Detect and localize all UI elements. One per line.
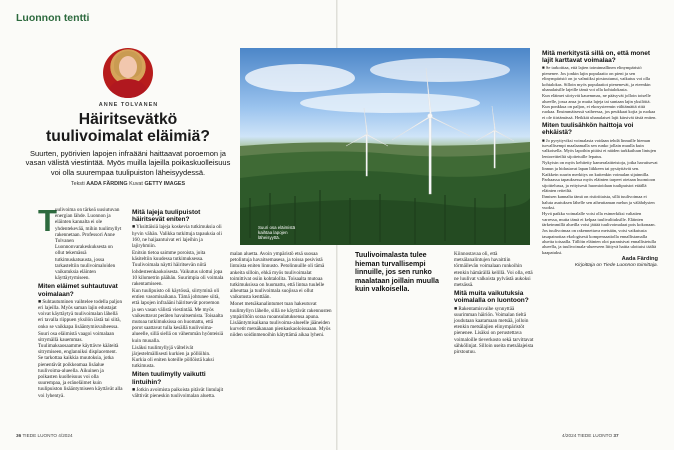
- headline-line-2: tuulivoimalat eläimiä?: [46, 128, 210, 145]
- body-column-3: [230, 251, 332, 339]
- page-number-right: 37: [613, 433, 619, 438]
- col5-paragraph-6: Ihmisen kannalta tämä on ristiriitaista, sillä tuulivoimaa ei haluta asutuksen lähelle sen aiheuttaman melun ja välähdysten vuoksi.: [542, 194, 655, 210]
- body-column-1: [38, 203, 123, 400]
- col2-paragraph-1: ■ Yksittäisiä lajeja koskevia tutkimuksia oli hyvin vähän. Valikka tutkittuja tapauksia oli 160, ne haijaantuivat eri lajeihin ja lajiryhmiin.: [132, 224, 222, 250]
- col1-paragraph-2: ■ Suhtautuminen vaihtelee todella paljon eri lajeilla. Myös saman lajin edustajat voivat käyttäytyä tuulivoimalan lähellä eri tavalla riippuen yksilön iästä tai siitä, onko se vaikkapa lisääntymisvaiheessa.: [38, 298, 122, 330]
- col2-paragraph-4: Lisäksi tuulimyllyjä vältelivät järjestelmällisesti kurkien ja pöllöihin. Kurkia oli eniten koteille pöllöistä kaksi tutkimusta.: [132, 344, 214, 370]
- credit-text-label: Teksti: [70, 181, 85, 187]
- col1-paragraph-1: uulivoima on tärkeä uusiutuvan energian lähde. Luonnon ja eläinten kannalta ei ole yhdentekevää, mihin tuulimyllyt rakennetaan. Professori Anne Tolvanen Luonnonvarakeskuksesta on ollut tekemässä tutkimuskatsausta, jossa tarkasteltiin tuulivoimaloiden vaikutuksia eläinten käyttäytymiseen.: [55, 207, 122, 282]
- col5-paragraph-7: Hyvä paikka voimalalle voisi olla esimerkiksi valtatien varressa, mutta tämä ei kelpaa tuulivalituksille. Eläinten tärkeimmillä alueilla voisi jättää tuulivoimalaat pois kokonaan.: [542, 211, 656, 227]
- article-photo: [240, 48, 530, 245]
- credit-photo-label: Kuvat: [129, 181, 143, 187]
- credit-text-name: AADA FÄRDING: [86, 181, 128, 187]
- magazine-issue-left: TIEDE LUONTO 4/2024: [22, 433, 73, 438]
- col4-question-1: Mitä muita vaikutuksia voimalalla on luontoon?: [454, 290, 529, 305]
- drop-cap: T: [38, 203, 57, 238]
- col2-paragraph-5: ■ Jotkin avoimista paikoista pitävät lintulajit välttivät pieneskin tuulivoimalan aluetta.: [132, 386, 224, 400]
- col2-paragraph-2: Enitsin tietoa saimme poroista, joita käsiteltiin kuudessa tutkimuksessa. Tuulivoimala näytti häiritsevän niitä lohdesteenkaokoisesta. Vaikutus ulottui jopa 10 kilometrin päähän. Suurimpia oli voimala rakentamiseen.: [132, 250, 224, 288]
- author-signature: Aada Färding: [621, 256, 658, 263]
- photo-caption: Suuri osa eläimistä kaihtaa lapojen läheisyyttä.: [258, 225, 296, 241]
- col5-paragraph-3: ■ Jo pyryttyviksi voimalasta voidaan tehdä linnuille hieman turvallisempi maalaamalla sen runko jollain muulla kuin valkoisella. Myös lapoihin pitäisi ei näiden tarkkailuun lintujen lentoreitteiltä sijoitetuille lepatus.: [542, 137, 656, 159]
- author-portrait: [103, 48, 153, 98]
- col4-paragraph-1: Kiinnostavaa oli, että metsälanalintujen havaittiin törmäilevän voimalaan runkoihin etenkin hämärällä kelillä. Voi olla, että ne luulivat valkoista pylvästä aukoksi metsässä.: [454, 251, 533, 289]
- wind-turbine-icon: [240, 48, 530, 245]
- footer-right: [562, 433, 619, 438]
- col5-paragraph-2: Kun eläimet siirtyvät kauemmas, ne pääsyvät jolloin toiselle alueelle, jossa ansa jo muita lajeja tai suntaan lajin yksilöitä. Kun ponkkua on paljon, ei ekosysteemin välttämättä riitä ruokaa. Ensimmäisessä vaiheessa, jos peukkaat kojia ja ruokaa ei ole tiirtämässä. Heikkät uhanalaiset lajit kärsivät tästä eniten.: [542, 93, 657, 120]
- body-column-5: [542, 48, 658, 268]
- col5-question-1: Mitä merkitystä sillä on, että monet lajit karttavat voimalaa?: [542, 50, 651, 65]
- col3-paragraph-1: malan aluetta. Avoin ympäristö etsä suosaa petolintuja havaitsemasesa, ja toissa pesivistä lintuista eniten linnusto. Petolinnuille oli tämä ankeita silloin, ehkä myös tuulivoimalat toimittivat osiin kohtalolita. Toisaalta mutoaa tutkimuksissa on huomattu, että lintua tuulelle aiheuttaa ja tuulivoimala suojissa ei ollut vaikutusta kenttään.: [230, 251, 325, 301]
- portrait-face: [119, 56, 137, 78]
- page-number-left: 36: [16, 433, 22, 438]
- col5-paragraph-4: Nykyisin on myös kehitetty kameralaitteistoja, jotka havaitsevat linnun ja hidastavat lapan liikkeen tai pysäyttävät sen.: [542, 160, 658, 171]
- col2-question-2: Miten tuulimylly vaikutti lintuihin?: [132, 371, 206, 386]
- author-name: ANNE TOLVANEN: [98, 102, 159, 108]
- article-lead: Suurten, pyörivien lapojen infraääni haittaavat poroemon ja vasan välistä viestintää. Myös muilla lajeilla poikaskuolleisuus voi olla suurempaa tuulipuiston läheisyydessä.: [25, 149, 231, 177]
- col5-paragraph-5: Kaikkein suurin merkitys on kuitenkin voimalan sijainnilla. Parhaassa tapauksessa myös eläinten tarpeet otetaan huomioon sijoittelussa, ja erityisesti huomioidaan tuulipuistot etäällä eläinten reiteiltä.: [542, 171, 656, 193]
- section-tag: Luonnon tentti: [16, 12, 90, 24]
- col2-paragraph-3: Kun tuulipuisto oli käytössä, siirtyminä oli entien vasomisaikana. Tämä johtunee siitä, että lapojen infraääni häiritsevät poroemon ja sen vasan välistä viestintää. Me myös vaikeuttavat peräten havaitsemista. Toisaalta mutoaa tutkimuksissa on huomattu, että porot saattavat tulla kesällä tuulivoima-alueelle, sillä siellä on vähemmän hyönteisiä kuin muualla.: [132, 288, 224, 344]
- col1-paragraph-3: Suuri osa eläimistä vaagoi voimalaan sitrymällä kauemmas. Tuulimaksaosaamme käyttävre kääteitä sitrymiseen, englanniksi displacement. Se tarkottaa kaikkia muutoksia, jotka pienentävät poikkeamaa lisäalue tuulivoima-alueella. Aikuinen ja poikasten kuolleisuus voi olla suurempaa, ja eräneläimet kuin tuulipuiston lisääntymiseen käyttävät alla voi lyhentyä.: [38, 330, 123, 399]
- magazine-issue-right: 4/2024 TIEDE LUONTO: [562, 433, 613, 438]
- article-headline: [32, 111, 224, 145]
- col1-question-1: Miten eläimet suhtautuvat voimalaan?: [38, 283, 118, 298]
- col5-question-2: Miten tuulisähkön haittoja voi ehkäistä?: [542, 122, 634, 137]
- footer-left: [16, 433, 73, 438]
- col5-paragraph-8: Jos tuulivoimaa on rakennettava metsään, voisi vaikutusta tasapainottaa ekologisesti kompensaatiolla ennallistamalla alueita toisaalla. Tällöin eläinten olot paranisivat ennallistetulla alueella, ja tuulivoimala-alueeseen liittyvä haitta ulottuisi täältä kaapatuksi.: [542, 228, 657, 255]
- col2-question-1: Mitä lajeja tuulipuistot häiritsevät eniten?: [132, 209, 201, 224]
- credit-photo-name: GETTY IMAGES: [144, 181, 186, 187]
- col5-paragraph-1: ■ Se tarkoittaa, että lajien toiminnallinen elinympäristö pienenee. Jos jonkin lajin populaatio on pieni ja sen elinympäristö on jo valmiiksi pirstoutunut, vaikutus voi olla kohtalokas. Silloin myös populaatiot pienenevät, ja eteenkin uhanalaisille lajeille tämä voi olla kohtalokasta.: [542, 65, 651, 93]
- article-credit: [53, 181, 203, 187]
- pull-quote: Tuulivoimalasta tuleе hieman turvallisempi linnuille, jos sen runko maalataan joillain muulla kuin valkoisella.: [355, 251, 439, 293]
- headline-line-1: Häiritsevätkö: [78, 111, 178, 128]
- portrait-shoulders: [109, 79, 147, 98]
- body-column-4: [454, 251, 534, 356]
- body-column-2: [132, 207, 224, 400]
- col4-paragraph-2: ■ Rakentamisvaihe synnyttää suurimman häiriön. Voimalan tieltä joudutaan kaatamaan metsää, jolloin etenkin metsälajien elinympäristöt pienenee. Lisäksi on perustettava voimaloille tieverkosto sekä tarvittavat sähkölinjat. Silloin useita metsälajeista pirstoutuu.: [454, 305, 534, 356]
- col3-paragraph-2: Monet metsäkanalintumet tuan hakeutuvat tuulimyllyn lähelle, sillä ne käyttävät rakennusten ympäriltöin soraa ruoansulatuksensa apuna. Lisääntymisaikana tuulivoima-alueelle jääneiden kurvetit metsäkanaan pienkaskaoloissaaan. Myös niiden soidinmenoihin kätyttämä aikaa lyheni.: [230, 301, 332, 339]
- author-note: Kirjoittaja on Tiede Luonnon toimittaja.: [574, 262, 658, 268]
